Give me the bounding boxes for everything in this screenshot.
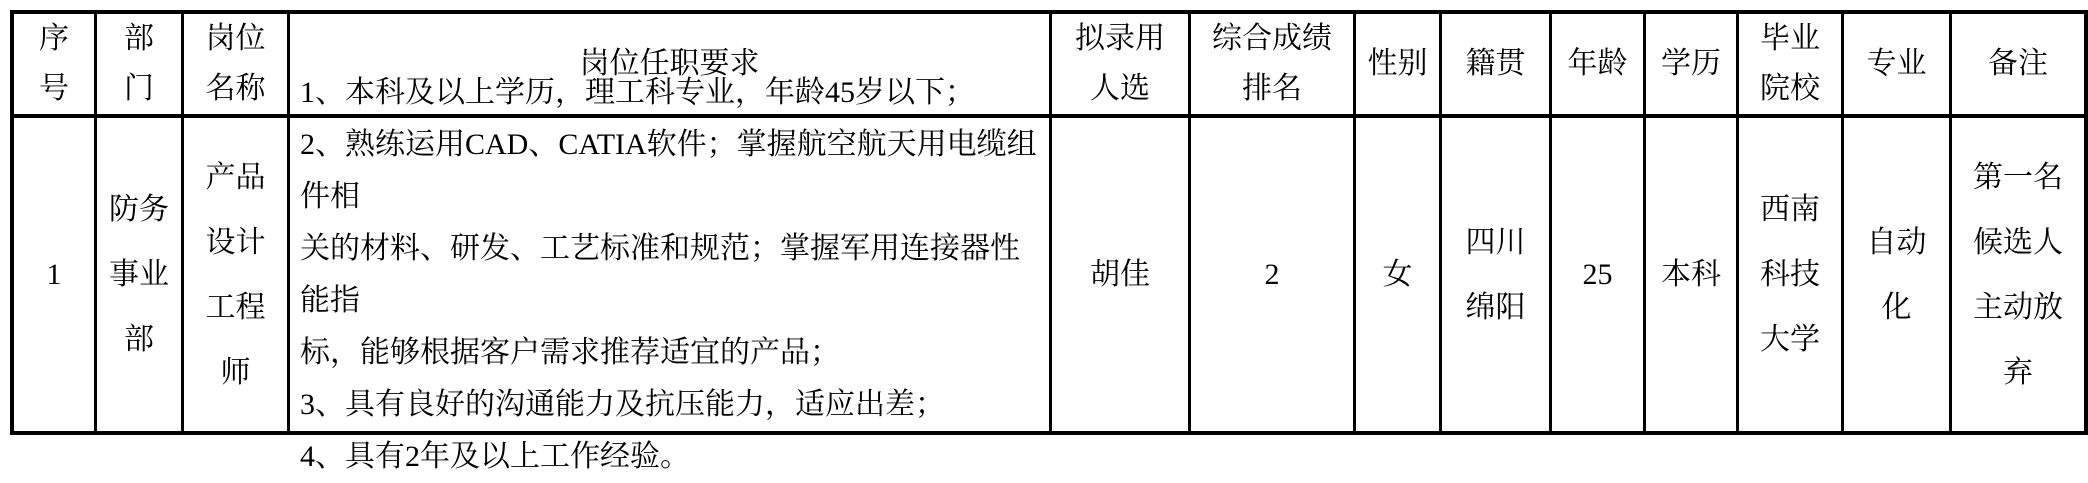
cell-major: 自动 化 xyxy=(1844,118,1952,431)
col-header-major: 专业 xyxy=(1844,14,1952,118)
col-header-position-name: 岗位 名称 xyxy=(184,14,290,118)
col-header-department: 部 门 xyxy=(97,14,184,118)
col-header-proposed-candidate: 拟录用 人选 xyxy=(1052,14,1191,118)
col-header-native-place: 籍贯 xyxy=(1442,14,1552,118)
cell-age: 25 xyxy=(1552,118,1646,431)
col-header-education: 学历 xyxy=(1646,14,1739,118)
col-header-graduate-school: 毕业 院校 xyxy=(1739,14,1844,118)
col-header-score-rank: 综合成绩 排名 xyxy=(1191,14,1356,118)
col-header-age: 年龄 xyxy=(1552,14,1646,118)
recruitment-table xyxy=(10,10,2088,473)
col-header-serial-number: 序 号 xyxy=(14,14,97,118)
cell-proposed-candidate: 胡佳 xyxy=(1052,118,1191,431)
col-header-remarks: 备注 xyxy=(1952,14,2084,118)
cell-requirements: 1、本科及以上学历，理工科专业，年龄45岁以下； 2、熟练运用CAD、CATIA软件；掌握航空航天用电缆组件相 关的材料、研发、工艺标准和规范；掌握军用连接器性能指 标，能够根据客户需求推荐适宜的产品； 3、具有良好的沟通能力及抗压能力，适应出差； 4、具有2年及以上工作经验。 xyxy=(290,118,1052,431)
cell-gender: 女 xyxy=(1356,118,1442,431)
cell-native-place: 四川 绵阳 xyxy=(1442,118,1552,431)
cell-department: 防务 事业 部 xyxy=(97,118,184,431)
col-header-requirements: 岗位任职要求 xyxy=(290,14,1052,118)
cell-graduate-school: 西南 科技 大学 xyxy=(1739,118,1844,431)
cell-remarks: 第一名 候选人 主动放 弃 xyxy=(1973,160,2063,389)
cell-education: 本科 xyxy=(1646,118,1739,431)
cell-score-rank: 2 xyxy=(1191,118,1356,431)
cell-serial-number: 1 xyxy=(14,118,97,431)
cell-position-name: 产品 设计 工程 师 xyxy=(184,118,290,431)
col-header-gender: 性别 xyxy=(1356,14,1442,118)
